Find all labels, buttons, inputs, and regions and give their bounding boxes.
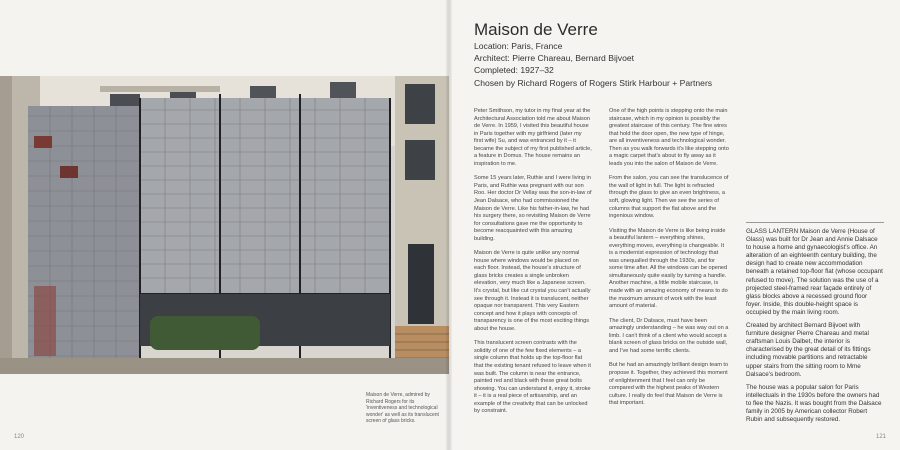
- left-page: [0, 0, 449, 450]
- sidebar-paragraph: The house was a popular salon for Paris intellectuals in the 1930s before the owners had to flee the Nazis. It was bought from the Dalsace family in 2005 by American collector Robert Rubin and subsequently restored.: [746, 383, 882, 424]
- paragraph: This translucent screen contrasts with the solidity of one of the few fixed elements – a single column that holds up the top-floor flat that the existing tenant refused to leave when it was built. The column is near the entrance, painted red and black with these great bolts showing. You can understand it, enjoy it, stroke it – it is a real piece of artisanship, and an example of the creativity that can be unlocked by constraint.: [474, 340, 591, 415]
- paragraph: From the salon, you can see the translucence of the wall of light in full. The light is refracted through the glass to give an even brightness, a soft, glowing light. Then we see the series of columns that support the flat above and the ingenious window.: [609, 175, 729, 220]
- sidebar-paragraph: GLASS LANTERN Maison de Verre (House of Glass) was built for Dr Jean and Annie Dalsace to house a home and gynaecologist's office. An alteration of an eighteenth century building, the design had to create new accommodation beneath a retained top-floor flat (whose occupant refused to move). The solution was the use of a projected steel-framed rear façade entirely of glass blocks above a recessed ground floor foyer. Inside, this double-height space is occupied by the main living room.: [746, 228, 883, 316]
- page-title: Maison de Verre: [474, 20, 598, 39]
- paragraph: The client, Dr Dalsace, must have been amazingly understanding – he was way out on a limb. I can't think of a client who would accept a blank screen of glass bricks on the outside wall, and I've had some terrific clients.: [609, 317, 729, 354]
- paragraph: Some 15 years later, Ruthie and I were living in Paris, and Ruthie was pregnant with our son Roo. Her doctor Dr Vellay was the son-in-law of Jean Dalsace, who had commissioned the Maison de Verre. Like his father-in-law, he had his surgery there, so revisiting Maison de Verre for consultations gave me the opportunity to become reacquainted with this amazing building.: [474, 175, 592, 242]
- text-column-2: [609, 108, 729, 415]
- paragraph: Maison de Verre is quite unlike any normal house where windows would be placed on each floor. Instead, the house's structure of glass bricks creates a single unbroken elevation, very much like a Japanese screen. It's crystal, but like cut crystal you can't actually see through it. Instead it is translucent, neither opaque nor transparent. This very Eastern concept and how it plays with concepts of transparency is one of the most exciting things about the house.: [474, 250, 591, 332]
- location-line: Location: Paris, France: [474, 41, 563, 51]
- sidebar-paragraph: Created by architect Bernard Bijvoet with furniture designer Pierre Chareau and metal craftsman Louis Dalbet, the interior is characterised by the great detail of its fittings including movable partitions and retractable upper stairs from the sitting room to Mme Dalsace's bedroom.: [746, 322, 871, 378]
- building-photo: [0, 76, 449, 374]
- page-number-right: 121: [876, 434, 887, 440]
- page-number-left: 120: [14, 434, 25, 440]
- architect-line: Architect: Pierre Chareau, Bernard Bijvoet: [474, 53, 635, 64]
- chosen-by-line: Chosen by Richard Rogers of Rogers Stirk Harbour + Partners: [474, 77, 713, 88]
- text-column-1: [474, 108, 592, 423]
- paragraph: One of the high points is stepping onto the main staircase, which in my opinion is possibly the greatest staircase of this century. The fine wires that hold the door open, the new type of hinge, are all inventiveness and technological wonder. Then as you walk forwards it's like stepping onto a magic carpet that's about to fly away as it leads you into the salon of Maison de Verre.: [609, 108, 729, 167]
- paragraph: Peter Smithson, my tutor in my final year at the Architectural Association told me about Maison de Verre. In 1959, I visited this beautiful house in Paris together with my girlfriend (later my first wife) Su, and was entranced by it – it became the subject of my first published article, a feature in Domus. The house remains an inspiration to me.: [474, 108, 592, 167]
- completed-line: Completed: 1927–32: [474, 65, 554, 76]
- page-gutter: [446, 0, 452, 450]
- sidebar-box: [746, 222, 884, 429]
- paragraph: Visiting the Maison de Verre is like being inside a beautiful lantern – everything shines, everything moves, everything is changeable. It is a modernist expression of technology that was unequalled through the 1930s, and for some time after. All the windows can be opened simultaneously quite easily by turning a handle. Another machine, a little mobile staircase, is made with an amazing economy of means to do the maximum amount of work with the least amount of material.: [609, 227, 728, 310]
- photo-caption: Maison de Verre, admired by Richard Rogers for its 'inventiveness and technological wonder' as well as its translucent screen of glass bricks.: [366, 392, 439, 425]
- building-facts: [474, 40, 712, 89]
- paragraph: But he had an amazingly brilliant design team to propose it. Together, they achieved this moment of enlightenment that I feel can only be compared with the highest peaks of Western culture. I really do feel that Maison de Verre is that important.: [609, 362, 729, 407]
